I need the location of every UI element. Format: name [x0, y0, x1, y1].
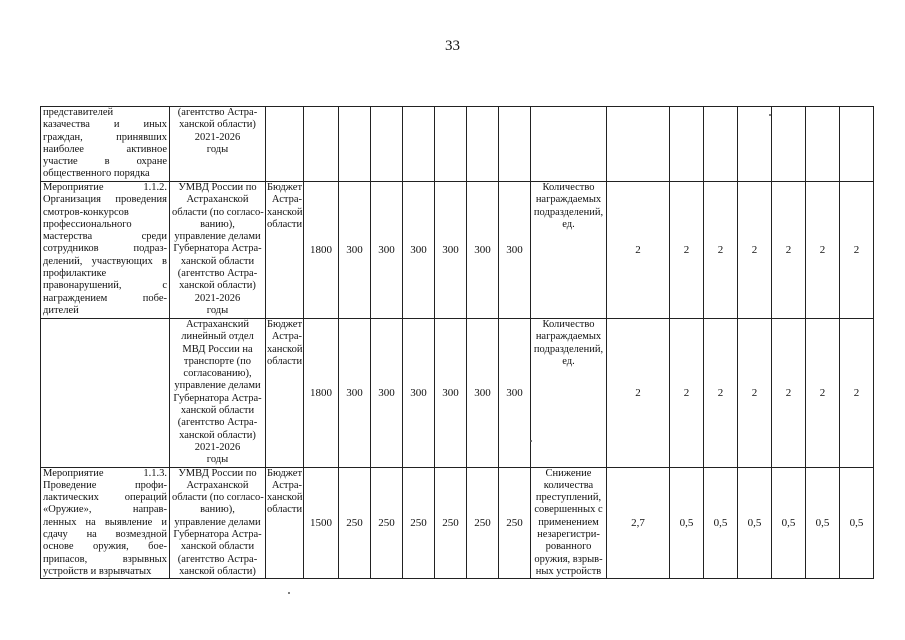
executor-line: ханской области) [179, 119, 256, 131]
finance-line: Бюджет [267, 319, 303, 330]
executor-line: ванию), [200, 218, 235, 230]
scan-speck [288, 592, 290, 594]
indicator-line: применением [538, 516, 599, 528]
event-line: «Оружие», направ- [43, 504, 167, 516]
executor-line: ханской области) [179, 429, 256, 441]
executor-line: (агентство Астра- [177, 553, 258, 565]
funding-value-cell [435, 107, 467, 182]
event-line: основе оружия, бое- [43, 541, 167, 553]
table-row [41, 182, 874, 319]
target-value-cell: 2 [670, 319, 704, 468]
indicator-cell [531, 182, 607, 319]
funding-value-cell: 300 [371, 182, 403, 319]
indicator-line: незарегистри- [537, 529, 600, 541]
event-line: устройств и взрывчатых [43, 565, 152, 577]
indicator-cell [531, 319, 607, 468]
event-cell [41, 319, 170, 468]
funding-value-cell [339, 107, 371, 182]
executor-cell [170, 467, 266, 579]
finance-line: ханской [267, 343, 303, 355]
event-line: дителей [43, 304, 79, 316]
executor-line: годы [206, 143, 229, 155]
scan-speck [769, 114, 771, 116]
target-value-cell: 2 [738, 319, 772, 468]
indicator-line: ед. [562, 218, 575, 230]
funding-value-cell: 1500 [304, 467, 339, 579]
funding-value-cell: 300 [403, 182, 435, 319]
target-value-cell: 2 [772, 182, 806, 319]
event-line: делений, участвующих в [43, 255, 167, 267]
event-line: мастерства среди [43, 231, 167, 243]
target-value-cell [840, 107, 874, 182]
scan-speck [530, 440, 532, 442]
event-line: Проведение профи- [43, 479, 167, 491]
event-line: сдачу на возмездной [43, 529, 167, 541]
funding-value-cell: 300 [467, 182, 499, 319]
executor-cell [170, 182, 266, 319]
executor-line: области (по согласо- [172, 492, 264, 504]
funding-value-cell: 250 [339, 467, 371, 579]
finance-line: области [267, 355, 303, 367]
target-value-cell [806, 107, 840, 182]
indicator-line: ед. [562, 355, 575, 367]
event-line: граждан, принявших [43, 131, 167, 143]
indicator-line: ных устройств [535, 565, 602, 577]
indicator-cell [531, 107, 607, 182]
executor-line: ханской области [180, 405, 255, 417]
funding-value-cell: 250 [435, 467, 467, 579]
indicator-line: подразделений, [533, 206, 604, 218]
indicator-line: совершенных с [534, 504, 603, 516]
executor-line: ханской области [180, 541, 255, 553]
target-value-cell [772, 107, 806, 182]
funding-value-cell: 250 [499, 467, 531, 579]
funding-value-cell: 250 [403, 467, 435, 579]
target-value-cell: 2 [670, 182, 704, 319]
funding-value-cell: 300 [499, 182, 531, 319]
event-line: смотров-конкурсов [43, 206, 129, 218]
target-value-cell [670, 107, 704, 182]
executor-line: Астраханской [186, 479, 249, 491]
event-line: участие в охране [43, 156, 167, 168]
executor-line: ханской области) [179, 280, 256, 292]
funding-value-cell [403, 107, 435, 182]
executor-line: управление делами [174, 231, 261, 243]
funding-value-cell: 1800 [304, 182, 339, 319]
event-line: ленных на выявление и [43, 516, 167, 528]
indicator-line: Снижение [545, 467, 592, 479]
funding-value-cell: 300 [371, 319, 403, 468]
funding-value-cell: 250 [371, 467, 403, 579]
executor-line: 2021-2026 [194, 292, 241, 304]
funding-value-cell [467, 107, 499, 182]
finance-line: ханской [267, 492, 303, 504]
event-line: правонарушений, с [43, 280, 167, 292]
finance-line: Астра- [271, 194, 302, 206]
indicator-line: подразделений, [533, 343, 604, 355]
executor-line: управление делами [174, 516, 261, 528]
funding-value-cell: 300 [435, 182, 467, 319]
funding-value-cell: 1800 [304, 319, 339, 468]
funding-value-cell: 250 [467, 467, 499, 579]
funding-value-cell [371, 107, 403, 182]
table-row [41, 319, 874, 468]
funding-value-cell [304, 107, 339, 182]
target-value-cell: 0,5 [670, 467, 704, 579]
page-number: 33 [445, 38, 460, 54]
executor-line: Губернатора Астра- [173, 392, 262, 404]
target-value-cell: 2 [704, 182, 738, 319]
executor-line: согласованию), [183, 368, 252, 380]
executor-line: линейный отдел [181, 331, 254, 343]
executor-line: (агентство Астра- [177, 107, 258, 118]
executor-line: МВД России на [182, 343, 253, 355]
finance-line: области [267, 218, 303, 230]
table-row [41, 107, 874, 182]
target-value-cell: 0,5 [772, 467, 806, 579]
executor-line: (агентство Астра- [177, 417, 258, 429]
target-value-cell: 2 [772, 319, 806, 468]
target-value-cell: 2 [704, 319, 738, 468]
target-value-cell [738, 107, 772, 182]
target-value-cell: 0,5 [704, 467, 738, 579]
finance-source-cell [266, 467, 304, 579]
indicator-cell [531, 467, 607, 579]
executor-cell [170, 107, 266, 182]
finance-line: ханской [267, 206, 303, 218]
target-value-cell: 2 [840, 182, 874, 319]
target-value-cell: 2 [607, 319, 670, 468]
event-line: сотрудников подраз- [43, 243, 167, 255]
target-value-cell [607, 107, 670, 182]
executor-line: ванию), [200, 504, 235, 516]
event-line: Мероприятие 1.1.2. [43, 182, 167, 193]
finance-line: Астра- [271, 479, 302, 491]
event-line: общественного порядка [43, 168, 150, 180]
event-line: припасов, взрывных [43, 553, 167, 565]
funding-value-cell: 300 [403, 319, 435, 468]
executor-line: транспорте (по [183, 355, 252, 367]
event-line: представителей [43, 107, 114, 118]
indicator-line: оружия, взрыв- [534, 553, 603, 565]
table-row [41, 467, 874, 579]
finance-line: Астра- [271, 331, 302, 343]
target-value-cell: 2 [806, 319, 840, 468]
indicator-line: преступлений, [535, 492, 602, 504]
event-cell [41, 182, 170, 319]
indicator-line: награждаемых [535, 194, 602, 206]
executor-line: области (по согласо- [172, 206, 264, 218]
finance-source-cell [266, 182, 304, 319]
executor-line: Астраханский [186, 319, 249, 330]
executor-line: (агентство Астра- [177, 268, 258, 280]
executor-line: управление делами [174, 380, 261, 392]
executor-line: 2021-2026 [194, 131, 241, 143]
program-table [40, 106, 874, 579]
indicator-line: Количество [542, 182, 595, 193]
target-value-cell: 2,7 [607, 467, 670, 579]
target-value-cell: 2 [806, 182, 840, 319]
target-value-cell: 0,5 [806, 467, 840, 579]
event-line: лактических операций [43, 492, 167, 504]
executor-cell [170, 319, 266, 468]
event-line: профилактике [43, 268, 107, 280]
executor-line: Губернатора Астра- [173, 529, 262, 541]
target-value-cell: 2 [607, 182, 670, 319]
finance-line: Бюджет [267, 467, 303, 479]
executor-line: 2021-2026 [194, 441, 241, 453]
indicator-line: Количество [542, 319, 595, 330]
funding-value-cell: 300 [467, 319, 499, 468]
event-line: Организация проведения [43, 194, 167, 206]
target-value-cell: 0,5 [840, 467, 874, 579]
event-line: наиболее активное [43, 143, 167, 155]
target-value-cell: 2 [738, 182, 772, 319]
funding-value-cell: 300 [339, 319, 371, 468]
target-value-cell [704, 107, 738, 182]
executor-line: Астраханской [186, 194, 249, 206]
finance-line: Бюджет [267, 182, 303, 193]
executor-line: ханской области [180, 255, 255, 267]
executor-line: годы [206, 454, 229, 466]
finance-source-cell [266, 107, 304, 182]
executor-line: Губернатора Астра- [173, 243, 262, 255]
funding-value-cell: 300 [339, 182, 371, 319]
event-line: награждением побе- [43, 292, 167, 304]
executor-line: годы [206, 304, 229, 316]
funding-value-cell: 300 [435, 319, 467, 468]
executor-line: ханской области) [179, 565, 256, 577]
event-line: профессионального [43, 218, 132, 230]
event-cell [41, 467, 170, 579]
indicator-line: количества [543, 479, 594, 491]
finance-source-cell [266, 319, 304, 468]
finance-line: области [267, 504, 303, 516]
target-value-cell: 0,5 [738, 467, 772, 579]
indicator-line: награждаемых [535, 331, 602, 343]
funding-value-cell [499, 107, 531, 182]
indicator-line: рованного [545, 541, 592, 553]
event-line: казачества и иных [43, 119, 167, 131]
funding-value-cell: 300 [499, 319, 531, 468]
executor-line: УМВД России по [178, 182, 257, 193]
executor-line: УМВД России по [178, 467, 257, 479]
event-line: Мероприятие 1.1.3. [43, 467, 167, 479]
target-value-cell: 2 [840, 319, 874, 468]
event-cell [41, 107, 170, 182]
